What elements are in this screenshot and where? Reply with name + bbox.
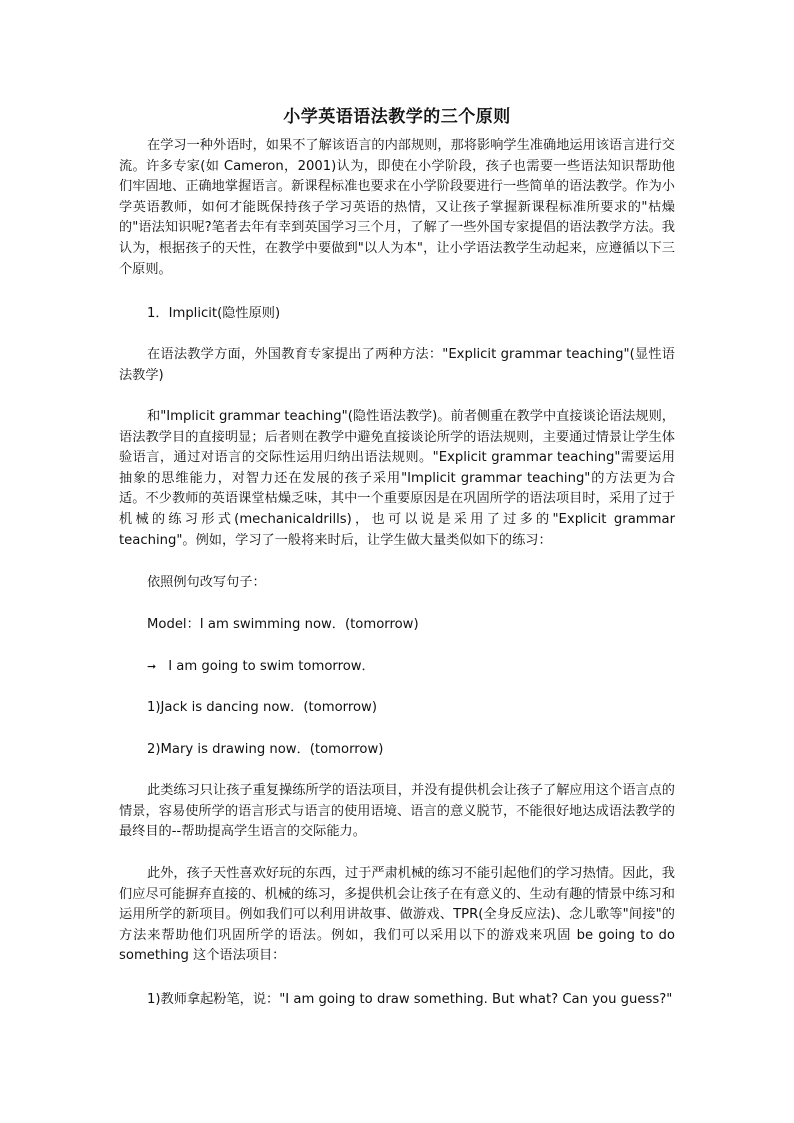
paragraph-explicit-implicit: 和"Implicit grammar teaching"(隐性语法教学)。前者侧重在教学中直接谈论语法规则，语法教学目的直接明显；后者则在教学中避免直接谈论所学的语法规则，主要通过情景让学生体验语言，通过对语言的交际性运用归纳出语法规则。"Explicit grammar teaching"需要运用抽象的思维能力，对智力还在发展的孩子采用"Implicit grammar teaching"的方法更为合适。不少教师的英语课堂枯燥乏味，其中一个重要原因是在巩固所学的语法项目时，采用了过于机械的练习形式(mechanicaldrills)，也可以说是采用了过多的"Explicit grammar teaching"。例如，学习了一般将来时后，让学生做大量类似如下的练习： xyxy=(119,409,675,548)
paragraph-drill-problems: 此类练习只让孩子重复操练所学的语法项目，并没有提供机会让孩子了解应用这个语言点的情景，容易使所学的语言形式与语言的使用语境、语言的意义脱节，不能很好地达成语法教学的最终目的--帮助提高学生语言的交际能力。 xyxy=(119,783,675,840)
section-heading-implicit: 1．Implicit(隐性原则) xyxy=(147,306,281,321)
paragraph-games: 此外，孩子天性喜欢好玩的东西，过于严肃机械的练习不能引起他们的学习热情。因此，我们应尽可能摒弃直接的、机械的练习，多提供机会让孩子在有意义的、生动有趣的情景中练习和运用所学的新项目。例如我们可以利用讲故事、做游戏、TPR(全身反应法)、念儿歌等"间接"的方法来帮助他们巩固所学的语法。例如，我们可以采用以下的游戏来巩固 be going to do something 这个语法项目： xyxy=(119,866,675,964)
exercise-instruction: 依照例句改写句子： xyxy=(147,575,266,590)
exercise-item-2: 2)Mary is drawing now．(tomorrow) xyxy=(147,742,384,757)
document-title: 小学英语语法教学的三个原则 xyxy=(283,107,511,127)
model-answer-text: I am going to swim tomorrow． xyxy=(168,659,375,674)
intro-paragraph: 在学习一种外语时，如果不了解该语言的内部规则，那将影响学生准确地运用该语言进行交流。许多专家(如 Cameron，2001)认为，即使在小学阶段，孩子也需要一些语法知识帮助他们牢固地、正确地掌握语言。新课程标准也要求在小学阶段要进行一些简单的语法教学。作为小学英语教师，如何才能既保持孩子学习英语的热情，又让孩子掌握新课程标准所要求的"枯燥的"语法知识呢?笔者去年有幸到英国学习三个月，了解了一些外国专家提倡的语法教学方法。我认为，根据孩子的天性，在教学中要做到"以人为本"，让小学语法教学生动起来，应遵循以下三个原则。 xyxy=(119,138,675,277)
exercise-model-answer xyxy=(147,657,675,678)
game-step-1: 1)教师拿起粉笔，说："I am going to draw something. But what? Can you guess?" xyxy=(147,992,673,1007)
exercise-model: Model：I am swimming now．(tomorrow) xyxy=(147,617,419,632)
exercise-item-1: 1)Jack is dancing now．(tomorrow) xyxy=(147,700,377,715)
paragraph-methods: 在语法教学方面，外国教育专家提出了两种方法："Explicit grammar teaching"(显性语法教学) xyxy=(119,347,675,383)
arrow-right-icon: ➞ xyxy=(147,660,157,673)
